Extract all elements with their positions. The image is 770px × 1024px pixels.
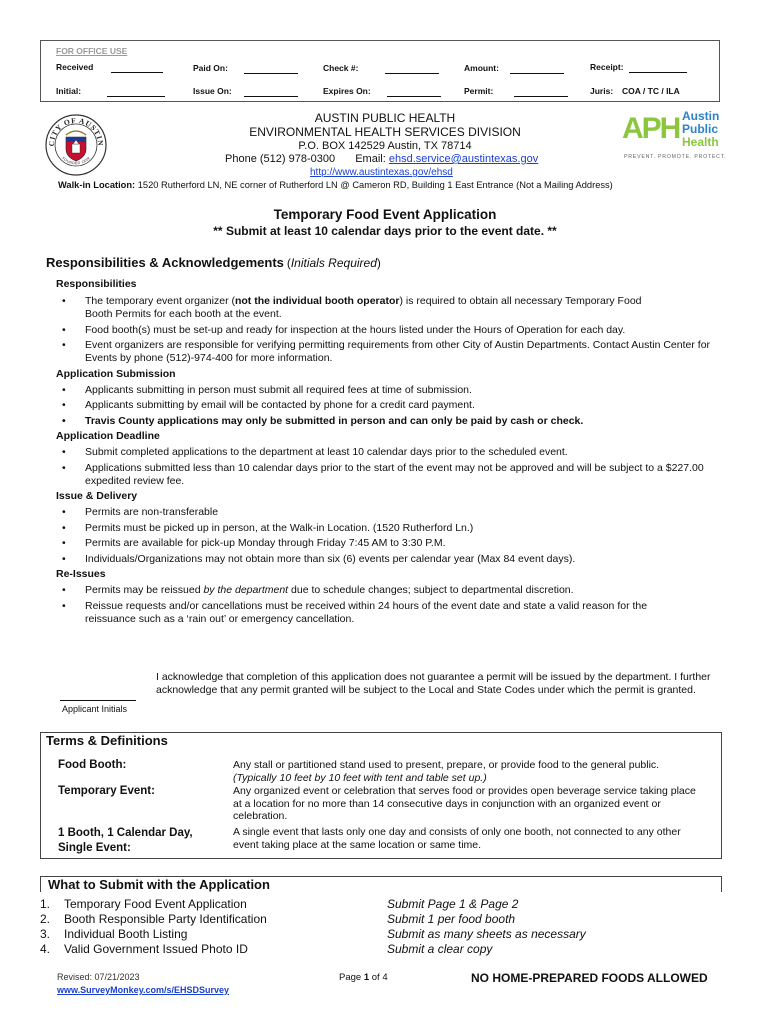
list-item: • Permits are non-transferable xyxy=(56,506,716,519)
list-item: • Permits must be picked up in person, at the Walk-in Location. (1520 Rutherford Ln.) xyxy=(56,522,716,535)
term-single-event: 1 Booth, 1 Calendar Day, Single Event: xyxy=(58,827,193,854)
aph-line2: Public xyxy=(682,122,719,136)
acknowledgement-text: I acknowledge that completion of this application does not guarantee a permit will be issued by the department. I further acknowledge that any permit granted will be subject to the Local and State Codes under which the permit is granted. xyxy=(156,671,711,696)
list-item: • Applicants submitting in person must submit all required fees at time of submission. xyxy=(56,384,716,397)
paid-on-field[interactable] xyxy=(244,73,298,74)
issue-list xyxy=(56,506,716,566)
survey-link[interactable]: www.SurveyMonkey.com/s/EHSDSurvey xyxy=(57,985,230,995)
submit-item-2: Booth Responsible Party Identification xyxy=(64,912,267,926)
submit-num-2: 2. xyxy=(40,912,51,926)
expires-on-field[interactable] xyxy=(387,96,441,97)
list-item: • Submit completed applications to the department at least 10 calendar days prior to the scheduled event. xyxy=(56,446,716,459)
sub-responsibilities: Responsibilities xyxy=(56,278,137,290)
sub-application-submission: Application Submission xyxy=(56,367,176,380)
amount-label: Amount: xyxy=(464,63,499,73)
initial-label: Initial: xyxy=(56,86,82,96)
juris-value: COA / TC / ILA xyxy=(622,86,680,96)
applicant-initials-field[interactable] xyxy=(60,700,136,701)
submission-list xyxy=(56,384,716,428)
contact-line xyxy=(225,153,538,165)
issue-on-field[interactable] xyxy=(244,96,298,97)
submit-note-4: Submit a clear copy xyxy=(387,942,493,956)
no-home-prepared-warning: NO HOME-PREPARED FOODS ALLOWED xyxy=(471,971,708,985)
def-food-booth: Any stall or partitioned stand used to present, prepare, or provide food to the general public. (Typically 10 feet by 10 feet with tent and table set up.) xyxy=(233,759,660,784)
submit-item-4: Valid Government Issued Photo ID xyxy=(64,942,248,956)
list-item: • Applicants submitting by email will be contacted by phone for a credit card payment. xyxy=(56,399,716,412)
submit-num-4: 4. xyxy=(40,942,51,956)
paid-on-label: Paid On: xyxy=(193,63,228,73)
term-temporary-event: Temporary Event: xyxy=(58,785,155,797)
aph-line3: Health xyxy=(682,135,719,149)
revised-date: Revised: 07/21/2023 xyxy=(57,972,140,982)
list-item: • Individuals/Organizations may not obtain more than six (6) events per calendar year (Max 84 event days). xyxy=(56,553,716,566)
mailing-address: P.O. BOX 142529 Austin, TX 78714 xyxy=(298,140,472,152)
sub-application-deadline: Application Deadline xyxy=(56,430,160,442)
aph-tagline: PREVENT. PROMOTE. PROTECT. xyxy=(624,154,727,160)
org-name: AUSTIN PUBLIC HEALTH xyxy=(314,111,456,125)
division-name: ENVIRONMENTAL HEALTH SERVICES DIVISION xyxy=(249,125,521,139)
aph-logo xyxy=(622,110,732,164)
email-label: Email: xyxy=(355,153,386,165)
responsibilities-body xyxy=(56,278,716,628)
received-label: Received xyxy=(56,62,94,72)
form-title: Temporary Food Event Application xyxy=(273,207,497,222)
receipt-label: Receipt: xyxy=(590,62,624,72)
page-number: Page 1 of 4 xyxy=(339,972,388,983)
permit-field[interactable] xyxy=(514,96,568,97)
list-item: • Permits may be reissued by the department due to schedule changes; subject to departmental discretion. xyxy=(56,584,716,597)
submit-num-3: 3. xyxy=(40,927,51,941)
responsibilities-list xyxy=(56,295,716,365)
form-subtitle: ** Submit at least 10 calendar days prior to the event date. ** xyxy=(213,224,557,238)
list-item: • Applications submitted less than 10 calendar days prior to the start of the event may not be approved and will be subject to a $227.00 expedited review fee. xyxy=(56,462,716,488)
submit-note-3: Submit as many sheets as necessary xyxy=(387,927,586,941)
applicant-initials-label: Applicant Initials xyxy=(62,704,128,714)
check-label: Check #: xyxy=(323,63,359,73)
seal-text: CITY OF AUSTIN xyxy=(46,115,106,147)
submit-title: What to Submit with the Application xyxy=(48,877,270,892)
receipt-field[interactable] xyxy=(629,72,687,73)
deadline-list xyxy=(56,446,716,488)
issue-on-label: Issue On: xyxy=(193,86,232,96)
phone: Phone (512) 978-0300 xyxy=(225,153,336,165)
list-item: • Permits are available for pick-up Monday through Friday 7:45 AM to 3:30 P.M. xyxy=(56,537,716,550)
terms-title: Terms & Definitions xyxy=(46,733,168,748)
def-temporary-event: Any organized event or celebration that serves food or provides open beverage service taking place at a location for no more than 14 consecutive days in conjunction with an organized event or celebration. xyxy=(233,785,696,822)
submit-item-1: Temporary Food Event Application xyxy=(64,897,247,911)
amount-field[interactable] xyxy=(510,73,564,74)
sub-reissues: Re-Issues xyxy=(56,568,106,580)
submit-note-1: Submit Page 1 & Page 2 xyxy=(387,897,519,911)
walkin-line xyxy=(58,180,613,190)
list-item: • The temporary event organizer (not the individual booth operator) is required to obtain all necessary Temporary Food Booth Permits for each booth at the event. xyxy=(56,295,716,321)
term-food-booth: Food Booth: xyxy=(58,759,127,771)
reissue-list xyxy=(56,584,716,626)
def-single-event: A single event that lasts only one day and consists of only one booth, not connected to any other event taking place at the same location or same time. xyxy=(233,826,681,851)
list-item: • Food booth(s) must be set-up and ready for inspection at the hours listed under the Hours of Operation for each day. xyxy=(56,324,716,337)
seal-founded: FOUNDED 1839 xyxy=(61,156,91,166)
email-link[interactable]: ehsd.service@austintexas.gov xyxy=(388,153,539,165)
permit-label: Permit: xyxy=(464,86,494,96)
walkin-label: Walk-in Location: xyxy=(58,180,136,190)
expires-on-label: Expires On: xyxy=(323,86,371,96)
submit-num-1: 1. xyxy=(40,897,51,911)
walkin-address: 1520 Rutherford LN, NE corner of Rutherford LN @ Cameron RD, Building 1 East Entrance (Not a Mailing Address) xyxy=(137,180,613,190)
website-link[interactable]: http://www.austintexas.gov/ehsd xyxy=(310,167,453,178)
received-field[interactable] xyxy=(111,72,163,73)
aph-letters: APH xyxy=(622,112,680,145)
list-item: • Travis County applications may only be submitted in person and can only be paid by cash or check. xyxy=(56,415,716,428)
juris-label: Juris: xyxy=(590,86,614,96)
responsibilities-title: Responsibilities & Acknowledgements (Initials Required) xyxy=(46,255,381,270)
submit-note-2: Submit 1 per food booth xyxy=(387,912,516,926)
list-item: • Reissue requests and/or cancellations must be received within 24 hours of the event date and state a valid reason for the reissuance such as a ‘rain out’ or emergency cancellation. xyxy=(56,600,716,626)
list-item: • Event organizers are responsible for verifying permitting requirements from other City of Austin Departments. Contact Austin Center for Events by phone (512)-974-400 for more information. xyxy=(56,339,716,365)
sub-issue-delivery: Issue & Delivery xyxy=(56,490,138,502)
check-field[interactable] xyxy=(385,73,439,74)
office-use-title: FOR OFFICE USE xyxy=(56,46,128,56)
office-use-box xyxy=(40,40,720,102)
initial-field[interactable] xyxy=(107,96,165,97)
submit-item-3: Individual Booth Listing xyxy=(64,927,188,941)
aph-line1: Austin xyxy=(682,109,720,123)
